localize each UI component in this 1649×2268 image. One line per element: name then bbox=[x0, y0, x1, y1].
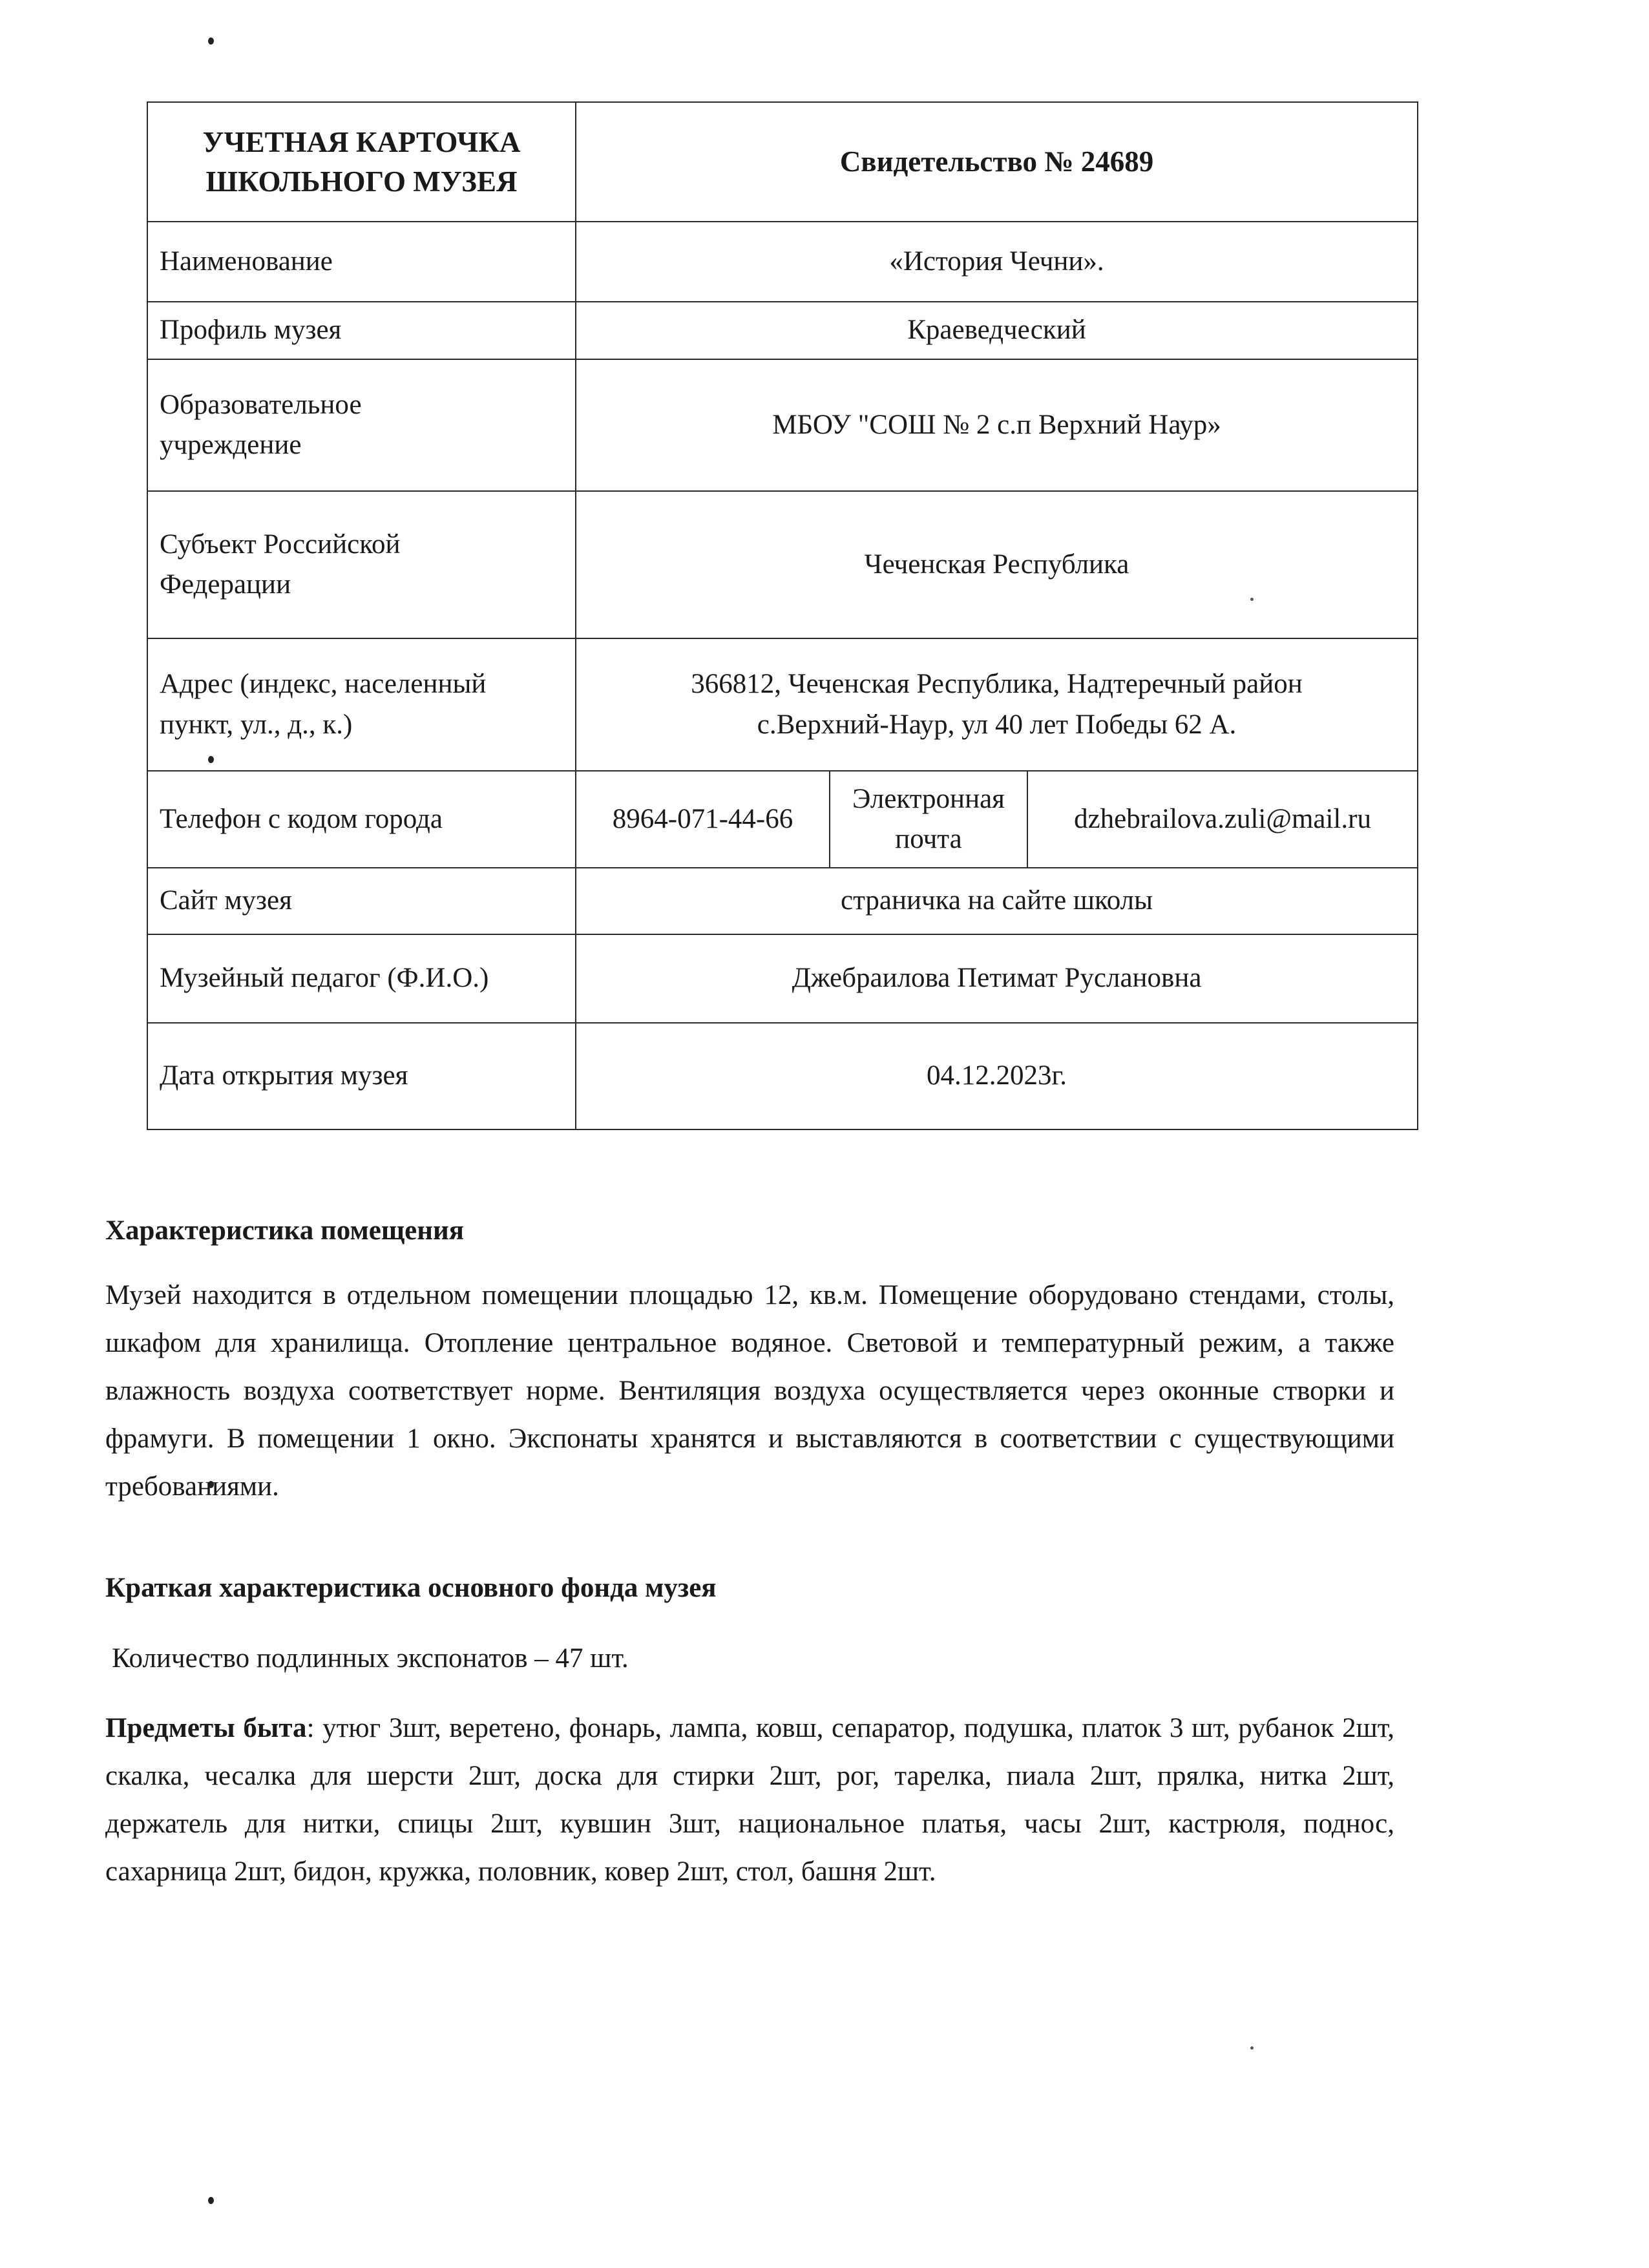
phone-value: 8964-071-44-66 bbox=[576, 771, 830, 868]
room-description: Музей находится в отдельном помещении площадью 12, кв.м. Помещение оборудовано стендами, столы, шкафом для хранилища. Отопление центральное водяное. Световой и температурный режим, а также влажность воздуха соответствует норме. Вентиляция воздуха осуществляется через оконные створки и фрамуги. В помещении 1 окно. Экспонаты хранятся и выставляются в соответствии с существующими требованиями. bbox=[105, 1280, 1394, 1502]
card-title bbox=[147, 102, 576, 222]
household-items-label: Предметы быта bbox=[105, 1713, 307, 1743]
room-heading: Характеристика помещения bbox=[105, 1215, 465, 1246]
row-contacts bbox=[147, 771, 1418, 868]
row-site bbox=[147, 868, 1418, 934]
card-title-line1: УЧЕТНАЯ КАРТОЧКА bbox=[202, 125, 521, 158]
row-institution bbox=[147, 359, 1418, 491]
scan-speck bbox=[208, 37, 214, 45]
opened-label: Дата открытия музея bbox=[147, 1023, 576, 1129]
museum-registration-card bbox=[147, 101, 1418, 1130]
name-value: «История Чечни». bbox=[576, 222, 1418, 302]
address-value-line1: 366812, Чеченская Республика, Надтеречный район bbox=[691, 669, 1303, 700]
email-label-line2: почта bbox=[895, 824, 962, 854]
pedagogue-label: Музейный педагог (Ф.И.О.) bbox=[147, 934, 576, 1023]
address-value-line2: с.Верхний-Наур, ул 40 лет Победы 62 А. bbox=[757, 709, 1237, 740]
phone-label: Телефон с кодом города bbox=[147, 771, 576, 868]
address-label bbox=[147, 638, 576, 771]
pedagogue-value: Джебраилова Петимат Руслановна bbox=[576, 934, 1418, 1023]
profile-label: Профиль музея bbox=[147, 302, 576, 359]
card-title-line2: ШКОЛЬНОГО МУЗЕЯ bbox=[205, 165, 518, 198]
email-label bbox=[830, 771, 1027, 868]
profile-value: Краеведческий bbox=[576, 302, 1418, 359]
household-items bbox=[105, 1705, 1394, 1896]
email-value: dzhebrailova.zuli@mail.ru bbox=[1027, 771, 1418, 868]
card-header-row bbox=[147, 102, 1418, 222]
institution-label-line2: учреждение bbox=[160, 430, 302, 460]
name-label: Наименование bbox=[147, 222, 576, 302]
scan-speck bbox=[1250, 2046, 1254, 2050]
address-label-line1: Адрес (индекс, населенный bbox=[160, 669, 487, 700]
row-address bbox=[147, 638, 1418, 771]
row-opened bbox=[147, 1023, 1418, 1129]
fund-heading: Краткая характеристика основного фонда музея bbox=[105, 1573, 717, 1603]
opened-value: 04.12.2023г. bbox=[576, 1023, 1418, 1129]
row-name bbox=[147, 222, 1418, 302]
subject-value: Чеченская Республика bbox=[576, 491, 1418, 638]
exhibit-count: Количество подлинных экспонатов – 47 шт. bbox=[112, 1643, 629, 1674]
row-profile bbox=[147, 302, 1418, 359]
scan-speck bbox=[208, 2197, 214, 2204]
institution-label bbox=[147, 359, 576, 491]
institution-label-line1: Образовательное bbox=[160, 389, 362, 420]
certificate-number: Свидетельство № 24689 bbox=[576, 102, 1418, 222]
site-label: Сайт музея bbox=[147, 868, 576, 934]
institution-value: МБОУ "СОШ № 2 с.п Верхний Наур» bbox=[576, 359, 1418, 491]
site-value: страничка на сайте школы bbox=[576, 868, 1418, 934]
row-federal-subject bbox=[147, 491, 1418, 638]
subject-label-line1: Субъект Российской bbox=[160, 529, 401, 560]
address-value bbox=[576, 638, 1418, 771]
row-pedagogue bbox=[147, 934, 1418, 1023]
subject-label bbox=[147, 491, 576, 638]
subject-label-line2: Федерации bbox=[160, 569, 291, 600]
address-label-line2: пункт, ул., д., к.) bbox=[160, 709, 353, 740]
email-label-line1: Электронная bbox=[852, 783, 1005, 814]
household-items-list: : утюг 3шт, веретено, фонарь, лампа, ковш, сепаратор, подушка, платок 3 шт, рубанок 2шт, скалка, чесалка для шерсти 2шт, доска для стирки 2шт, рог, тарелка, пиала 2шт, прялка, нитка 2шт, держатель для нитки, спицы 2шт, кувшин 3шт, национальное платья, часы 2шт, кастрюля, поднос, сахарница 2шт, бидон, кружка, половник, ковер 2шт, стол, башня 2шт. bbox=[105, 1713, 1395, 1887]
